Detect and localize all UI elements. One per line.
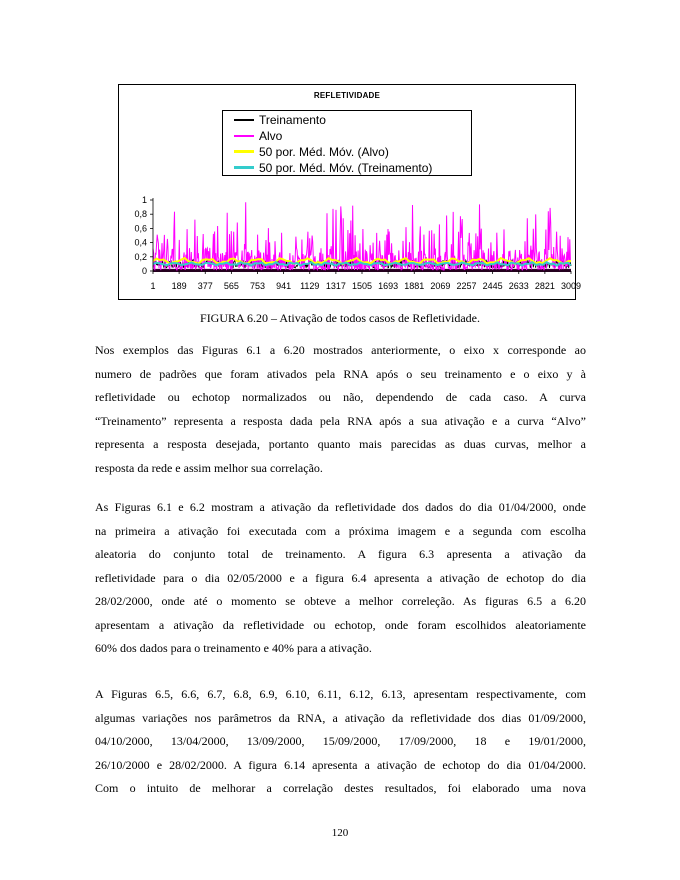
x-tick-label: 2445 <box>482 281 503 291</box>
paragraph-3 <box>95 683 586 801</box>
x-tick-label: 2069 <box>430 281 451 291</box>
chart-title: REFLETIVIDADE <box>313 91 381 100</box>
y-tick-label: 0,6 <box>134 223 147 234</box>
text-line: representa a resposta desejada, portanto quanto mais parecidas as duas curvas, melhor a <box>95 437 586 451</box>
x-tick-label: 941 <box>276 281 292 291</box>
x-tick-label: 3009 <box>560 281 582 291</box>
legend-label-alvo: Alvo <box>259 129 283 143</box>
text-line: 28/02/2000, onde até o momento se obteve a melhor correleção. As figuras 6.5 a 6.20 <box>95 594 586 608</box>
text-line: refletividade ou echotop normalizados ou não, dependendo de cada caso. A curva <box>95 390 586 404</box>
text-line: 04/10/2000, 13/04/2000, 13/09/2000, 15/09/2000, 17/09/2000, 18 e 19/01/2000, <box>95 734 586 748</box>
legend-swatch-alvo <box>234 135 254 137</box>
legend-entry-treinamento <box>223 112 471 128</box>
text-line: aleatoria do conjunto total de treinamento. A figura 6.3 apresenta a ativação da <box>95 547 586 561</box>
y-tick-label: 1 <box>141 195 147 205</box>
legend-swatch-ma-treinamento <box>234 166 254 169</box>
x-tick-label: 1881 <box>404 281 425 291</box>
x-tick-label: 1505 <box>351 281 373 291</box>
y-tick-label: 0 <box>141 266 147 276</box>
legend-label-ma-treinamento: 50 por. Méd. Móv. (Treinamento) <box>259 161 433 175</box>
y-tick-label: 0,2 <box>134 251 147 262</box>
text-line: Nos exemplos das Figuras 6.1 a 6.20 mostrados anteriormente, o eixo x corresponde ao <box>95 343 586 357</box>
text-line: apresentam a ativação da refletividade ou echotop, onde foram escolhidos aleatoriamente <box>95 617 586 632</box>
x-tick-label: 565 <box>223 281 239 291</box>
text-line: resposta da rede e assim melhor sua correlação. <box>95 460 323 475</box>
text-line: algumas variações nos parâmetros da RNA, a ativação da refletividade dos dias 01/09/2000, <box>95 710 586 725</box>
text-line: As Figuras 6.1 e 6.2 mostram a ativação da refletividade dos dados do dia 01/04/2000, onde <box>95 500 586 514</box>
legend-swatch-treinamento <box>234 119 254 121</box>
x-tick-label: 1317 <box>325 281 346 291</box>
paragraph-2 <box>95 496 586 661</box>
page-number: 120 <box>331 827 349 839</box>
text-line: “Treinamento” representa a resposta dada pela RNA após a sua ativação e a curva “Alvo” <box>95 413 586 428</box>
text-line: na primeira a ativação foi executada com a próxima imagem e a segunda com escolha <box>95 523 586 538</box>
paragraph-1 <box>95 339 586 480</box>
legend-swatch-ma-alvo <box>234 150 254 153</box>
text-line: refletividade para o dia 02/05/2000 e a figura 6.4 apresenta a ativação de echotop do dia <box>95 570 586 585</box>
y-tick-label: 0,8 <box>134 209 147 220</box>
legend-label-ma-alvo: 50 por. Méd. Móv. (Alvo) <box>259 145 389 159</box>
text-line: numero de padrões que foram ativados pela RNA após o seu treinamento e o eixo y à <box>95 366 586 381</box>
legend-label-treinamento: Treinamento <box>259 113 326 127</box>
x-tick-label: 2633 <box>508 281 529 291</box>
x-tick-label: 2821 <box>534 281 555 291</box>
x-tick-label: 1 <box>150 281 156 291</box>
x-tick-label: 377 <box>197 281 213 291</box>
figure-caption: FIGURA 6.20 – Ativação de todos casos de Refletividade. <box>200 311 480 325</box>
x-tick-label: 1693 <box>378 281 399 291</box>
text-line: A Figuras 6.5, 6.6, 6.7, 6.8, 6.9, 6.10, 6.11, 6.12, 6.13, apresentam respectivamente, com <box>95 687 586 701</box>
text-line: 26/10/2000 e 28/02/2000. A figura 6.14 apresenta a ativação de echotop do dia 01/04/2000. <box>95 757 586 772</box>
x-tick-label: 753 <box>249 281 266 291</box>
chart-legend <box>222 110 472 176</box>
legend-entry-ma-treinamento <box>223 160 471 176</box>
y-tick-label: 0,4 <box>134 237 147 248</box>
x-tick-label: 2257 <box>456 281 477 291</box>
x-tick-label: 1129 <box>300 281 320 291</box>
chart-frame <box>118 84 582 300</box>
x-tick-label: 189 <box>171 281 187 291</box>
legend-entry-alvo <box>223 128 471 144</box>
text-line: 60% dos dados para o treinamento e 40% para a ativação. <box>95 641 372 655</box>
legend-entry-ma-alvo <box>223 144 471 160</box>
text-line: Com o intuito de melhorar a correlação destes resultados, foi elaborado uma nova <box>95 781 586 795</box>
